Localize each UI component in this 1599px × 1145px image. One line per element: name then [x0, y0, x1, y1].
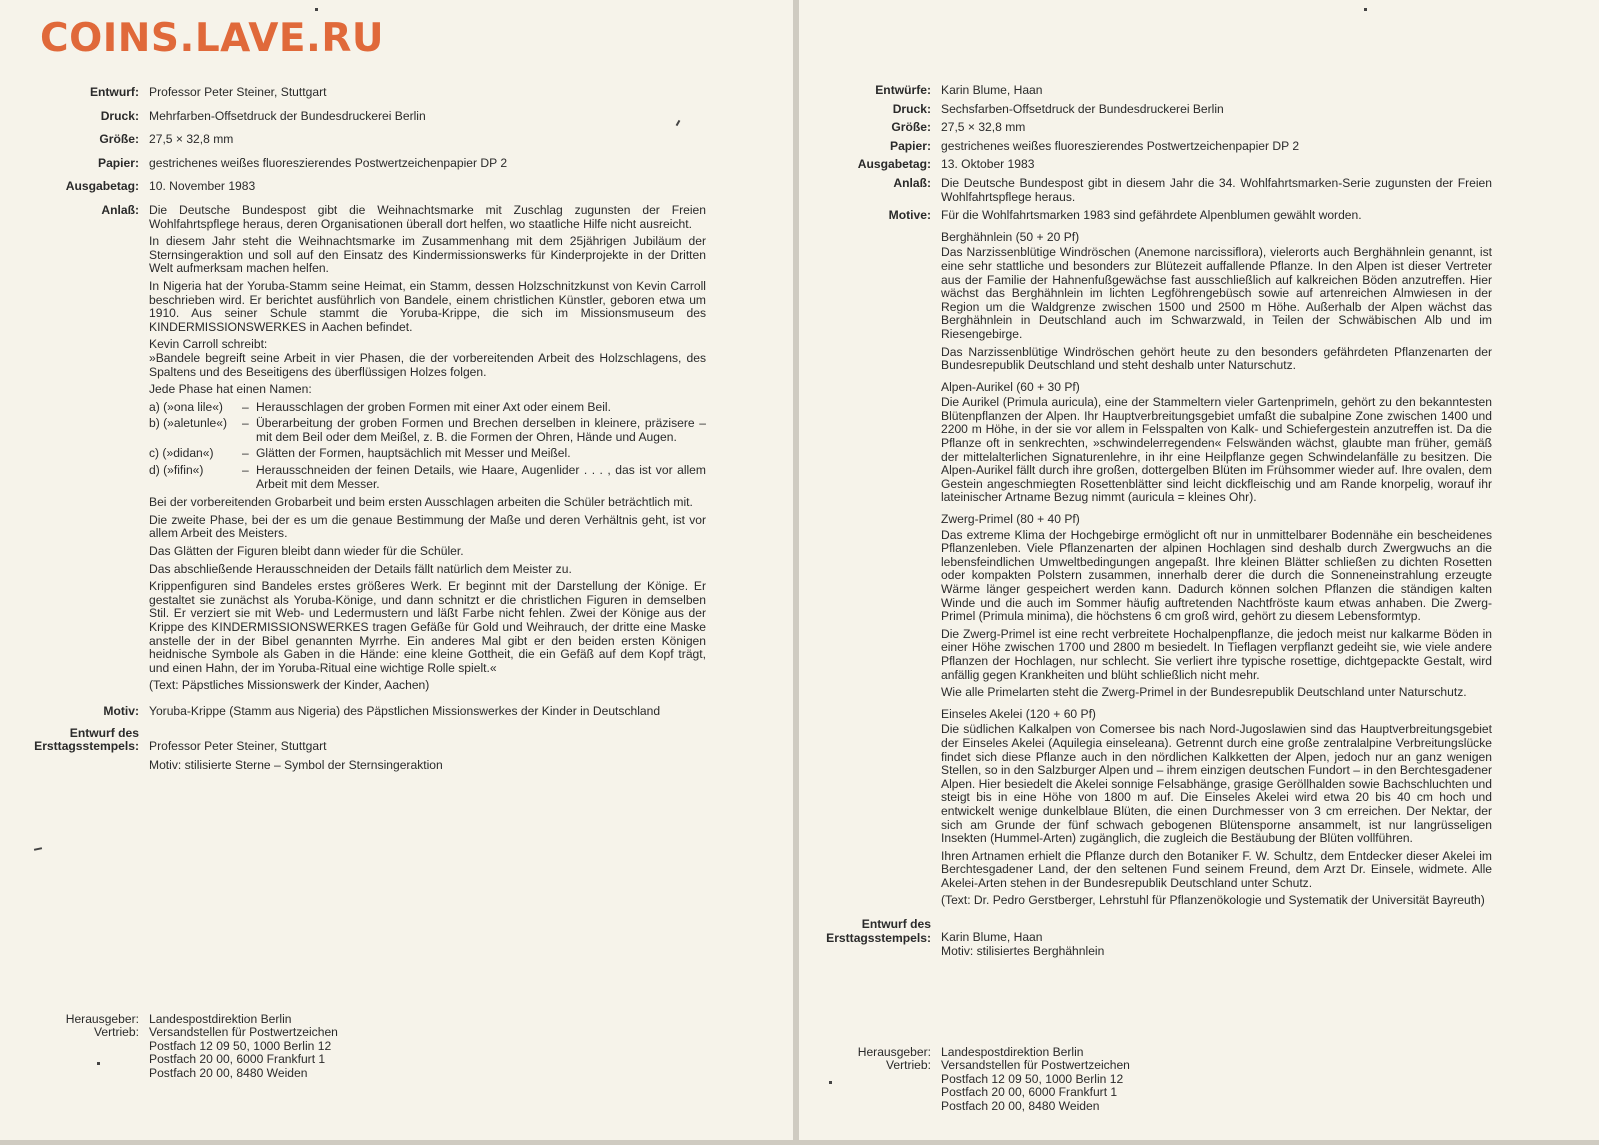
- stempel-label-line: Ersttagsstempels:: [34, 739, 139, 754]
- header-label: Ausgabetag:: [857, 157, 931, 172]
- paragraph: Die Deutsche Bundespost gibt die Weihnachtsmarke mit Zuschlag zugunsten der Freien Wohlfahrtspflege heraus, deren Organisationen überall dort helfen, wo staatliche Hilfe nicht ausreicht.: [149, 202, 706, 231]
- paragraph: Ihren Artnamen erhielt die Pflanze durch den Botaniker F. W. Schultz, dem Entdecker dieser Akelei im Berchtesgadener Land, der den seltenen Fund seinem Freund, dem Arzt Dr. Einsele, widmete. Alle Akelei-Arten stehen in der Bundesrepublik Deutschland unter Schutz.: [941, 848, 1492, 890]
- footer-value: Landespostdirektion Berlin: [941, 1045, 1084, 1059]
- footer-row: [18, 1026, 338, 1039]
- paragraph: In diesem Jahr steht die Weihnachtsmarke im Zusammenhang mit dem 25jährigen Jubiläum der Sternsingeraktion und soll auf den Einsatz des Kindermissionswerks für Kinderprojekte in der Dritten Welt aufmerksam machen helfen.: [149, 234, 706, 276]
- paragraph: Das Narzissenblütige Windröschen gehört heute zu den besonders gefährdeten Pflanzenarten der Bundesrepublik Deutschland und steht deshalb unter Naturschutz.: [941, 344, 1492, 373]
- header-value: gestrichenes weißes fluoreszierendes Postwertzeichenpapier DP 2: [941, 138, 1300, 153]
- footer-row: [816, 1073, 1130, 1086]
- speck-mark: [315, 8, 318, 11]
- motive-intro: Für die Wohlfahrtsmarken 1983 sind gefährdete Alpenblumen gewählt worden.: [941, 208, 1362, 223]
- header-label: Entwurf:: [89, 85, 139, 99]
- stempel-label: [18, 727, 149, 777]
- phase-item: [149, 447, 706, 461]
- footer-row: [816, 1059, 1130, 1072]
- anlass-body: [149, 204, 706, 697]
- left-footer: [18, 1013, 338, 1080]
- footer-value: Landespostdirektion Berlin: [149, 1012, 292, 1026]
- footer-value: Postfach 20 00, 6000 Frankfurt 1: [149, 1052, 326, 1067]
- phase-dash: –: [242, 463, 249, 478]
- footer-row: [18, 1040, 338, 1053]
- phase-text: Herausschlagen der groben Formen mit einer Axt oder einem Beil.: [256, 399, 611, 414]
- footer-row: [816, 1100, 1130, 1113]
- watermark: COINS.LAVE.RU: [40, 16, 385, 61]
- phase-dash: –: [242, 416, 249, 431]
- stempel-row: [18, 727, 706, 777]
- paragraph: Krippenfiguren sind Bandeles erstes größeres Werk. Er beginnt mit der Darstellung der Könige. Er gestaltet sie zunächst als Yoruba-Könige, und dann schnitzt er die christlichen Figuren in demselben Stil. Er verziert sie mit Web- und Ledermustern und läßt Farbe nicht fehlen. Zwei der Könige aus der Krippe des KINDERMISSIONSWERKES tragen Gefäße für Gold und Weihrauch, der dritte eine Maske anstelle der in der Bibel genannten Myrrhe. Ein anderes Mal gibt er den beiden ersten Königen heidnische Symbole als Gaben in die Hände: eine kleine Gottheit, die ein Gefäß auf dem Kopf trägt, und einen Hahn, der im Yoruba-Ritual eine wichtige Rolle spielt.«: [149, 579, 706, 675]
- stempel-motiv: Motiv: stilisierte Sterne – Symbol der Sternsingeraktion: [149, 758, 443, 773]
- right-page: [799, 0, 1599, 1140]
- source-note: (Text: Dr. Pedro Gerstberger, Lehrstuhl für Pflanzenökologie und Systematik der Universität Bayreuth): [941, 893, 1485, 908]
- paragraph: Das abschließende Herausschneiden der Details fällt natürlich dem Meister zu.: [149, 561, 572, 576]
- footer-label: [18, 1053, 149, 1066]
- header-value: gestrichenes weißes fluoreszierendes Postwertzeichenpapier DP 2: [149, 155, 508, 170]
- header-value: 13. Oktober 1983: [941, 157, 1035, 172]
- stempel-label-line: Entwurf des: [69, 725, 139, 740]
- speck-mark: [1364, 8, 1367, 11]
- motive-label: Motive:: [888, 208, 931, 223]
- stempel-designer: Professor Peter Steiner, Stuttgart: [149, 738, 327, 753]
- stempel-label-line: Ersttagsstempels:: [826, 930, 931, 945]
- motiv-label: Motiv:: [103, 703, 139, 718]
- stempel-designer: Karin Blume, Haan: [941, 930, 1043, 945]
- header-label: Anlaß:: [893, 175, 931, 190]
- footer-label: [816, 1100, 941, 1113]
- footer-value: Postfach 20 00, 8480 Weiden: [149, 1065, 308, 1080]
- footer-value: Versandstellen für Postwertzeichen: [149, 1025, 338, 1040]
- footer-label: Vertrieb:: [93, 1025, 139, 1040]
- paragraph: Das extreme Klima der Hochgebirge ermöglicht oft nur in unmittelbarer Bodennähe ein bescheidenes Pflanzenleben. Viele Pflanzenarten der alpinen Hochlagen sind deshalb durch Zwergwuchs an die lebensfeindlichen Umweltbedingungen angepaßt. Ihre kleinen Blätter schließen zu dichten Rosetten oder kompakten Polstern zusammen, innerhalb derer die durch die Sonneneinstrahlung erzeugte Wärme länger gespeichert werden kann. Dadurch können solchen Pflanzen die ständigen kalten Winde und die auch im Sommer häufig auftretenden Nachtfröste kaum etwas anhaben. Die Zwerg-Primel (Primula minima), die höchstens 6 cm groß wird, gehört zu diesem Lebensformtyp.: [941, 527, 1492, 624]
- phase-item: [149, 401, 706, 415]
- phase-item: [149, 464, 706, 491]
- footer-label: Herausgeber:: [857, 1045, 931, 1059]
- paragraph: Bei der vorbereitenden Grobarbeit und beim ersten Ausschlagen arbeiten die Schüler beträchtlich mit.: [149, 495, 693, 510]
- stamp-title-einseles-akelei: Einseles Akelei (120 + 60 Pf): [941, 706, 1096, 721]
- motiv-row: [18, 705, 706, 719]
- phase-text: Herausschneiden der feinen Details, wie Haare, Augenlider . . . , das ist vor allem Arbeit mit dem Messer.: [256, 463, 706, 491]
- header-row-groesse: [816, 121, 1492, 135]
- header-row-groesse: [18, 133, 706, 147]
- footer-row: [18, 1053, 338, 1066]
- speck-mark: [829, 1081, 832, 1084]
- header-row-ausgabetag: [816, 158, 1492, 172]
- header-value: Sechsfarben-Offsetdruck der Bundesdruckerei Berlin: [941, 101, 1224, 116]
- paragraph: Kevin Carroll schreibt:: [149, 337, 268, 352]
- footer-value: Postfach 20 00, 6000 Frankfurt 1: [941, 1085, 1118, 1100]
- paragraph: Die südlichen Kalkalpen von Comersee bis nach Nord-Jugoslawien sind das Hauptverbreitungsgebiet der Einseles Akelei (Aquilegia einseleana). Getrennt durch eine große zentralalpine Verbreitungslücke findet sich diese Pflanze auch in den nördlichen Kalkketten der Alpen, jedoch nur an ganz wenigen Stellen, so in den Salzburger Alpen und – ihrem einzigen deutschen Fundort – in den Berchtesgadener Alpen. Hier besiedelt die Akelei sonnige Felsabhänge, grasige Geröllhalden sowie Bachschluchten und steigt bis in eine Höhe von 1800 m auf. Die Einseles Akelei wird etwa 20 bis 40 cm hoch und entwickelt wenige dunkelblaue Blüten, die einen Durchmesser von 3 cm erreichen. Der Nektar, der sich am Grunde der fünf schwach gebogenen Blütensporne ansammelt, ist nur langrüsseligen Insekten (Hummel-Arten) zugänglich, die zugleich die Bestäubung der Blüten vollführen.: [941, 722, 1492, 846]
- header-value: 27,5 × 32,8 mm: [941, 120, 1026, 135]
- phase-label: d) (»fifin«): [149, 463, 204, 478]
- stempel-label-line: Entwurf des: [861, 917, 931, 932]
- paragraph: Das Narzissenblütige Windröschen (Anemone narcissiflora), vielerorts auch Berghähnlein genannt, ist eine sehr stattliche und besonders zur Blütezeit auffallende Pflanze. In den Alpen ist dieser Vertreter aus der Familie der Hahnenfußgewächse fast ausschließlich auf kalkreichen Böden anzutreffen. Hier wächst das Berghähnlein im lichten Legföhrengebüsch sowie auf artenreichen Almwiesen in der Region um die Waldgrenze zwischen 1500 und 2500 m Höhe. Außerhalb der Alpen wächst das Berghähnlein in Deutschland auch im Schwarzwald, in Teilen der Schwäbischen Alb und im Riesengebirge.: [941, 245, 1492, 341]
- footer-label: Herausgeber:: [65, 1012, 139, 1026]
- header-row-entwuerfe: [816, 84, 1492, 98]
- header-row-anlass: [816, 177, 1492, 204]
- stempel-row: [816, 918, 1492, 958]
- stempel-value: [941, 918, 1492, 958]
- stamp-title-berghaehnlein: Berghähnlein (50 + 20 Pf): [941, 229, 1080, 244]
- phase-label: a) (»ona lile«): [149, 399, 223, 414]
- right-content: [816, 84, 1492, 958]
- header-row-druck: [816, 103, 1492, 117]
- header-value: Die Deutsche Bundespost gibt in diesem Jahr die 34. Wohlfahrtsmarken-Serie zugunsten der Freien Wohlfahrtspflege heraus.: [941, 175, 1492, 204]
- phase-item: [149, 417, 706, 444]
- footer-label: [816, 1073, 941, 1086]
- source-note: (Text: Päpstliches Missionswerk der Kinder, Aachen): [149, 678, 430, 693]
- header-row-druck: [18, 110, 706, 124]
- paragraph: Die Zwerg-Primel ist eine recht verbreitete Hochalpenpflanze, die jedoch meist nur kalkarme Böden in einer Höhe zwischen 1700 und 2800 m besiedelt. In Tieflagen verpflanzt gedeiht sie, wie viele andere Pflanzen der Hochlagen, nur schlecht. Sie verliert ihre typische rosettige, dichtgepackte Gestalt, wird anfällig gegen Krankheiten und blüht schließlich nicht mehr.: [941, 626, 1492, 682]
- footer-label: [18, 1040, 149, 1053]
- header-label: Größe:: [99, 132, 139, 147]
- speck-mark: [97, 1062, 100, 1065]
- header-label: Ausgabetag:: [65, 179, 139, 194]
- header-label: Papier:: [98, 155, 139, 170]
- paragraph: In Nigeria hat der Yoruba-Stamm seine Heimat, ein Stamm, dessen Holzschnitzkunst von Kevin Carroll beschrieben wird. Er berichtet ausführlich von Bandele, einem christlichen Künstler, geboren etwa um 1910. Aus seiner Schule stammt die Yoruba-Krippe, die sich im Missionsmuseum des KINDERMISSIONSWERKES in Aachen befindet.: [149, 278, 706, 334]
- motiv-value: Yoruba-Krippe (Stamm aus Nigeria) des Päpstlichen Missionswerkes der Kinder in Deutschland: [149, 703, 661, 718]
- quote-paragraph: »Bandele begreift seine Arbeit in vier Phasen, die der vorbereitenden Arbeit des Holzschlagens, des Spaltens und des Beseitigens des überflüssigen Holzes folgen.: [149, 350, 706, 379]
- footer-label: [816, 1086, 941, 1099]
- paragraph: Die zweite Phase, bei der es um die genaue Bestimmung der Maße und deren Verhältnis geht, ist vor allem Arbeit des Meisters.: [149, 512, 706, 541]
- header-value: Professor Peter Steiner, Stuttgart: [149, 85, 327, 99]
- footer-row: [816, 1046, 1130, 1059]
- header-value: 27,5 × 32,8 mm: [149, 132, 234, 147]
- header-label: Größe:: [891, 120, 931, 135]
- header-row-entwurf: [18, 86, 706, 100]
- footer-value: Versandstellen für Postwertzeichen: [941, 1058, 1130, 1073]
- footer-row: [18, 1067, 338, 1080]
- footer-value: Postfach 12 09 50, 1000 Berlin 12: [149, 1038, 332, 1053]
- right-footer: [816, 1046, 1130, 1113]
- paragraph: Jede Phase hat einen Namen:: [149, 382, 312, 397]
- footer-row: [816, 1086, 1130, 1099]
- anlass-label: Anlaß:: [101, 202, 139, 217]
- paragraph: Wie alle Primelarten steht die Zwerg-Primel in der Bundesrepublik Deutschland unter Naturschutz.: [941, 685, 1467, 700]
- header-row-ausgabetag: [18, 180, 706, 194]
- footer-value: Postfach 20 00, 8480 Weiden: [941, 1098, 1100, 1113]
- header-label: Entwürfe:: [875, 83, 931, 97]
- footer-label: Vertrieb:: [885, 1058, 931, 1073]
- left-page: [0, 0, 793, 1140]
- phase-text: Überarbeitung der groben Formen und Brechen derselben in kleinere, präzisere – mit dem Beil oder dem Meißel, z. B. die Formen der Ohren, Hände und Augen.: [256, 416, 706, 444]
- paragraph: Die Aurikel (Primula auricula), eine der Stammeltern vieler Gartenprimeln, gehört zu den bekanntesten Blütenpflanzen der Alpen. Ihr Hauptverbreitungsgebiet umfaßt die subalpine Zone zwischen 1400 und 2200 m Höhe, in der sie vor allem in Felsspalten von Kalk- und Schiefergestein anzutreffen ist. Da die Pflanze oft in senkrechten, »schwindelerregenden« Felswänden wächst, glaubte man früher, gemäß der mittelalterlichen Signaturenlehre, in ihr eine Heilpflanze gegen Schwindelanfälle zu besitzen. Die Alpen-Aurikel fällt durch ihre großen, dottergelben Blüten im Frühsommer wieder auf. Ihre ovalen, dem Gestein angeschmiegten Rosettenblätter sind leicht dickfleischig und am Rande knorpelig, worauf ihr lateinischer Artname Bezug nimmt (auricula = kleines Ohr).: [941, 395, 1492, 505]
- phase-text: Glätten der Formen, hauptsächlich mit Messer und Meißel.: [256, 446, 571, 461]
- anlass-row: [18, 204, 706, 697]
- header-label: Papier:: [890, 138, 931, 153]
- motive-body: [941, 209, 1492, 912]
- stamp-title-zwerg-primel: Zwerg-Primel (80 + 40 Pf): [941, 512, 1080, 527]
- stempel-label: [816, 918, 941, 958]
- footer-row: [18, 1013, 338, 1026]
- footer-label: [18, 1067, 149, 1080]
- phase-label: b) (»aletunle«): [149, 416, 227, 431]
- header-row-papier: [816, 140, 1492, 154]
- header-value: 10. November 1983: [149, 179, 256, 194]
- header-label: Druck:: [100, 108, 139, 123]
- stamp-title-alpen-aurikel: Alpen-Aurikel (60 + 30 Pf): [941, 379, 1080, 394]
- header-value: Karin Blume, Haan: [941, 83, 1043, 97]
- paragraph: Das Glätten der Figuren bleibt dann wieder für die Schüler.: [149, 544, 464, 559]
- phase-dash: –: [242, 399, 249, 414]
- speck-mark: [34, 847, 42, 851]
- footer-value: Postfach 12 09 50, 1000 Berlin 12: [941, 1071, 1124, 1086]
- phase-label: c) (»didan«): [149, 446, 214, 461]
- stempel-value: [149, 727, 706, 777]
- header-label: Druck:: [892, 101, 931, 116]
- left-content: [18, 86, 706, 777]
- header-row-papier: [18, 157, 706, 171]
- stempel-motiv: Motiv: stilisiertes Berghähnlein: [941, 943, 1105, 958]
- phase-dash: –: [242, 446, 249, 461]
- motive-row: [816, 209, 1492, 912]
- header-value: Mehrfarben-Offsetdruck der Bundesdruckerei Berlin: [149, 108, 426, 123]
